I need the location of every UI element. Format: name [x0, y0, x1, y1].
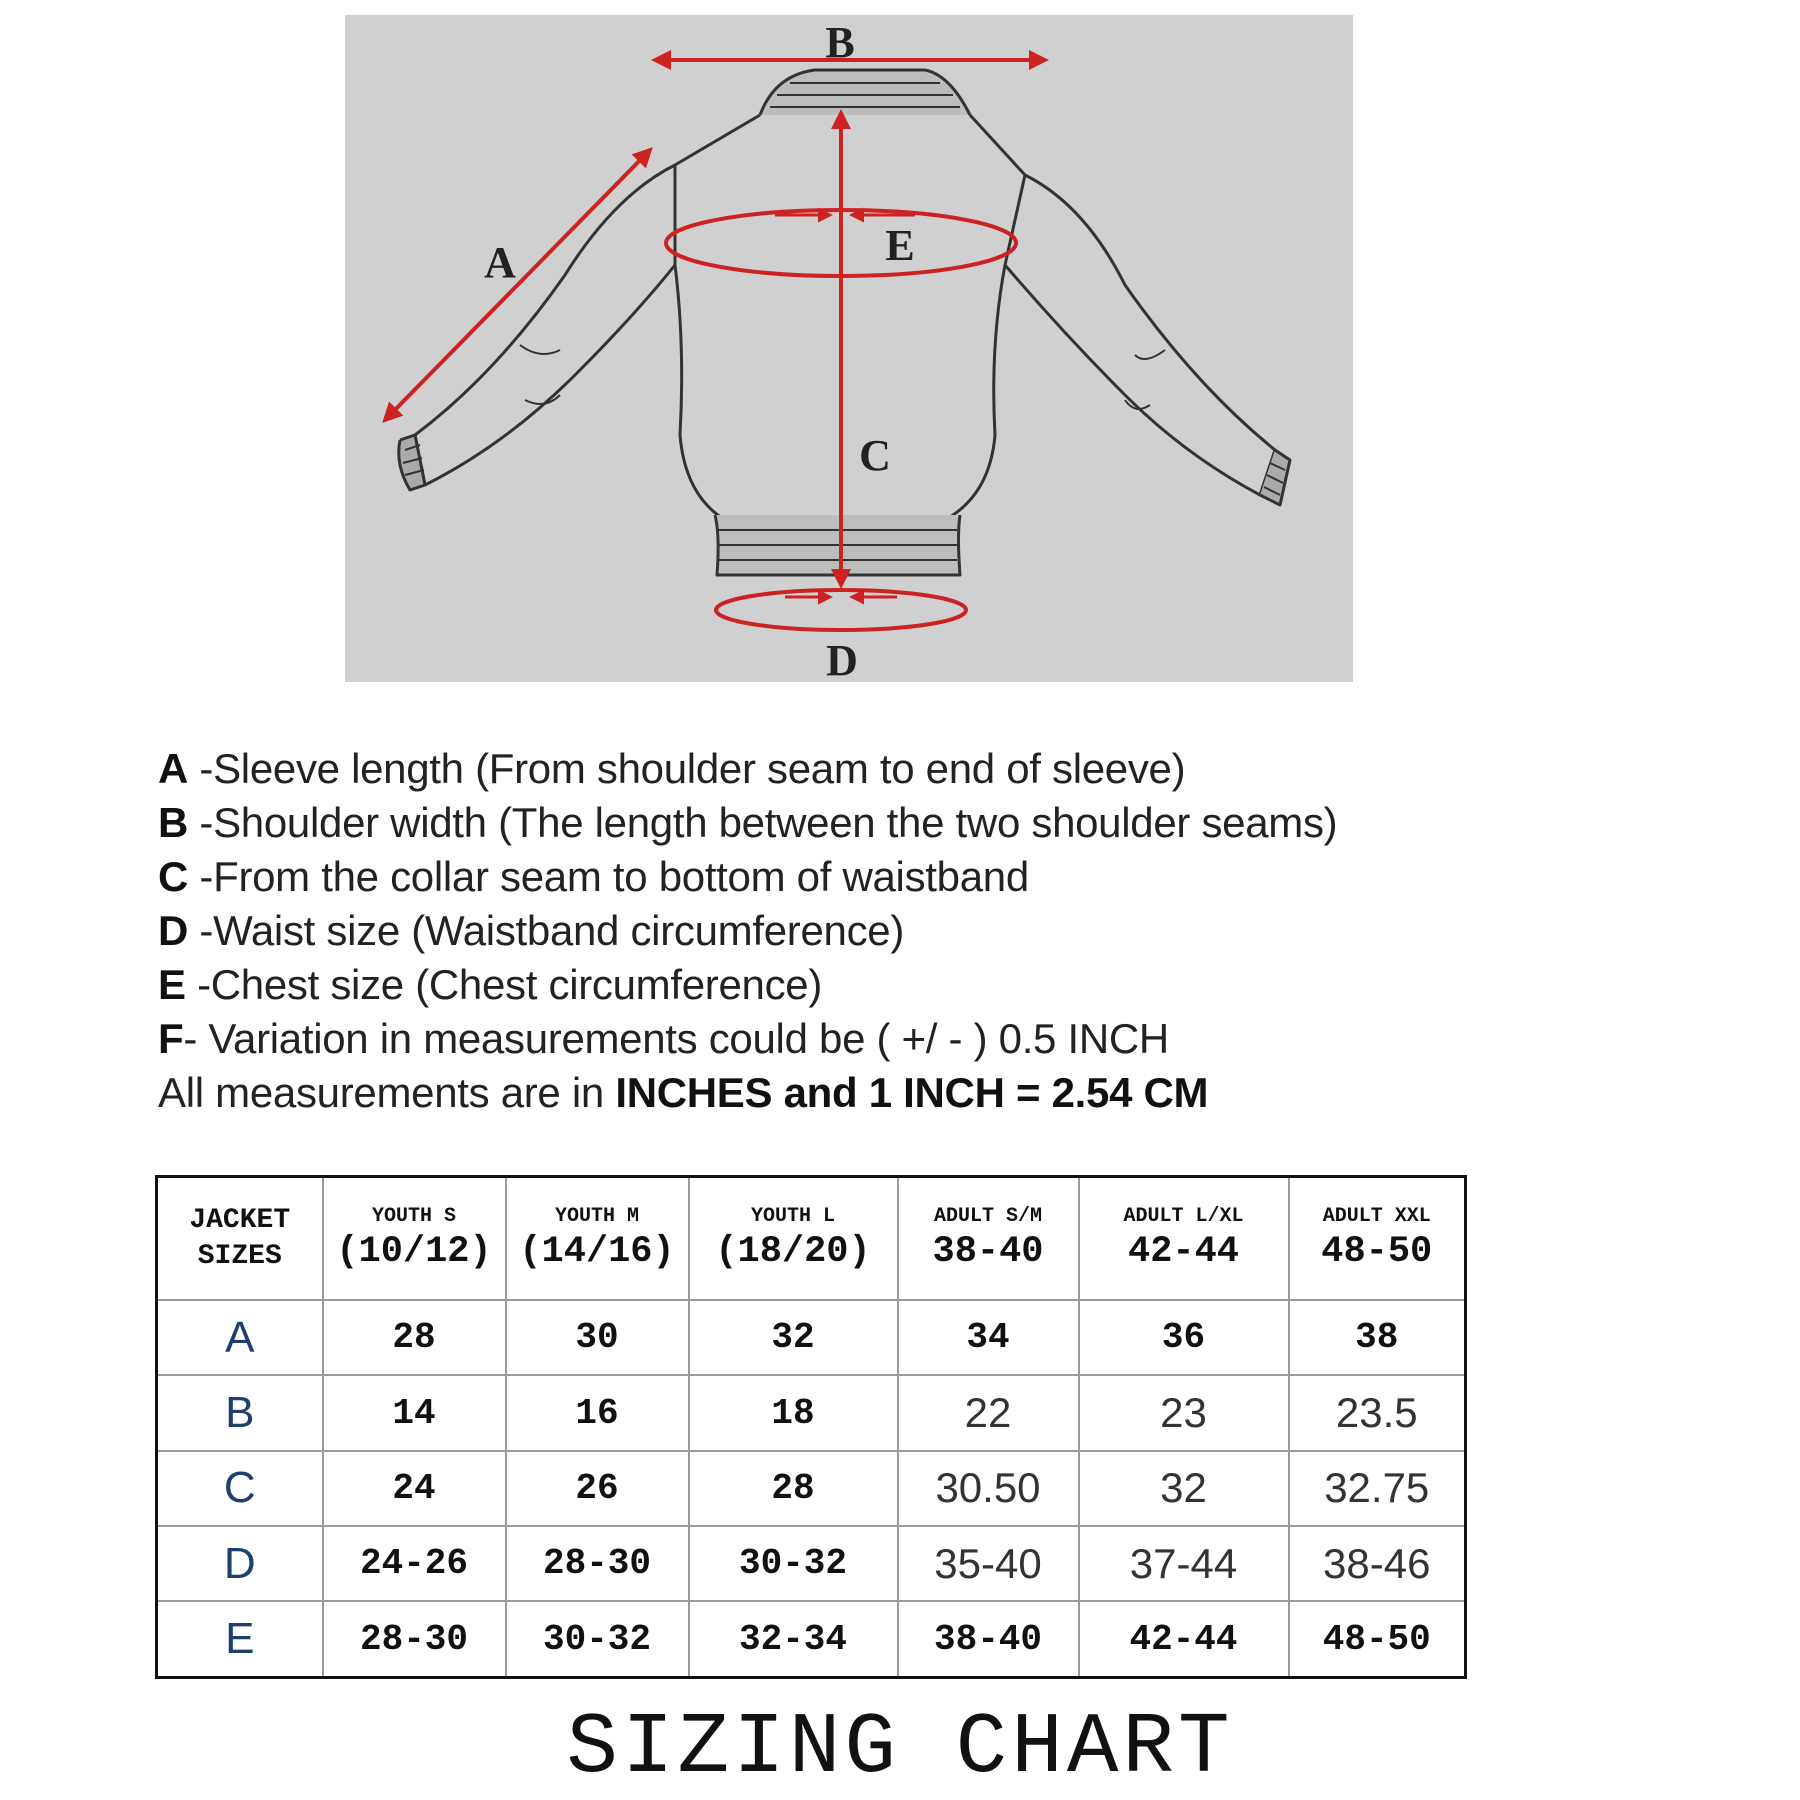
table-cell: 32.75 [1289, 1451, 1466, 1526]
legend-line-b [158, 796, 1558, 850]
jacket-measurement-diagram [345, 15, 1353, 682]
table-cell: 32-34 [689, 1601, 898, 1677]
legend-text: - Variation in measurements could be ( +/ - ) 0.5 INCH [183, 1015, 1169, 1062]
legend-text: -Shoulder width (The length between the two shoulder seams) [188, 799, 1338, 846]
measure-a-line [385, 150, 650, 420]
legend-key: B [158, 799, 189, 846]
table-cell: 30-32 [689, 1526, 898, 1601]
table-cell: 38-46 [1289, 1526, 1466, 1601]
column-name: ADULT L/XL [1123, 1204, 1244, 1228]
row-label: C [157, 1451, 323, 1526]
legend-key: C [158, 853, 189, 900]
table-cell: 35-40 [898, 1526, 1079, 1601]
label-e: E [885, 221, 915, 270]
table-cell: 14 [323, 1375, 506, 1450]
column-name: YOUTH S [371, 1204, 456, 1228]
table-row [157, 1375, 1466, 1450]
table-cell: 38-40 [898, 1601, 1079, 1677]
label-b: B [825, 18, 855, 67]
table-cell: 42-44 [1079, 1601, 1289, 1677]
units-bold: INCHES and 1 INCH = 2.54 CM [615, 1069, 1209, 1116]
legend-key: D [158, 907, 189, 954]
column-header [898, 1177, 1079, 1301]
table-cell: 38 [1289, 1300, 1466, 1375]
legend-line-e [158, 958, 1558, 1012]
column-header [1079, 1177, 1289, 1301]
table-cell: 28 [689, 1451, 898, 1526]
column-header [506, 1177, 689, 1301]
row-label: D [157, 1526, 323, 1601]
table-cell: 48-50 [1289, 1601, 1466, 1677]
table-cell: 30.50 [898, 1451, 1079, 1526]
column-name: YOUTH L [750, 1204, 835, 1228]
table-cell: 18 [689, 1375, 898, 1450]
table-cell: 23 [1079, 1375, 1289, 1450]
column-range: 48-50 [1321, 1230, 1433, 1273]
page-title: SIZING CHART [566, 1699, 1234, 1797]
column-name: YOUTH M [554, 1204, 639, 1228]
table-cell: 30-32 [506, 1601, 689, 1677]
legend-line-c [158, 850, 1558, 904]
row-label: B [157, 1375, 323, 1450]
table-cell: 16 [506, 1375, 689, 1450]
table-cell: 36 [1079, 1300, 1289, 1375]
column-range: (14/16) [519, 1230, 675, 1273]
sizing-table [155, 1175, 1467, 1679]
legend-line-a [158, 742, 1558, 796]
table-cell: 28 [323, 1300, 506, 1375]
corner-line-2: SIZES [197, 1240, 282, 1272]
legend-text: -Waist size (Waistband circumference) [188, 907, 905, 954]
legend-key: E [158, 961, 186, 1008]
corner-cell [157, 1177, 323, 1301]
table-cell: 24 [323, 1451, 506, 1526]
units-prefix: All measurements are in [158, 1069, 616, 1116]
table-cell: 30 [506, 1300, 689, 1375]
legend-line-f [158, 1012, 1558, 1066]
column-range: 38-40 [932, 1230, 1044, 1273]
label-a: A [484, 238, 516, 287]
table-cell: 23.5 [1289, 1375, 1466, 1450]
table-cell: 28-30 [323, 1601, 506, 1677]
table-row [157, 1451, 1466, 1526]
label-c: C [859, 431, 891, 480]
row-label: A [157, 1300, 323, 1375]
measurement-legend [158, 742, 1558, 1120]
column-range: (10/12) [336, 1230, 492, 1273]
table-cell: 24-26 [323, 1526, 506, 1601]
legend-text: -Chest size (Chest circumference) [185, 961, 823, 1008]
column-name: ADULT XXL [1322, 1204, 1431, 1228]
column-header [689, 1177, 898, 1301]
column-range: 42-44 [1127, 1230, 1240, 1273]
column-header [323, 1177, 506, 1301]
legend-units-line [158, 1066, 1558, 1120]
legend-key: A [158, 745, 189, 792]
legend-line-d [158, 904, 1558, 958]
table-row [157, 1601, 1466, 1677]
jacket-drawing [345, 15, 1353, 682]
column-range: (18/20) [715, 1230, 871, 1273]
column-header [1289, 1177, 1466, 1301]
table-cell: 37-44 [1079, 1526, 1289, 1601]
legend-key: F [158, 1015, 184, 1062]
table-row [157, 1300, 1466, 1375]
table-cell: 28-30 [506, 1526, 689, 1601]
jacket-outline [399, 70, 1290, 575]
legend-text: -From the collar seam to bottom of waistband [188, 853, 1029, 900]
table-cell: 22 [898, 1375, 1079, 1450]
label-d: D [826, 636, 858, 682]
measure-d-ellipse [716, 590, 966, 630]
table-row [157, 1526, 1466, 1601]
table-cell: 32 [1079, 1451, 1289, 1526]
table-header-row [157, 1177, 1466, 1301]
table-cell: 34 [898, 1300, 1079, 1375]
legend-text: -Sleeve length (From shoulder seam to end of sleeve) [188, 745, 1186, 792]
corner-line-1: JACKET [189, 1204, 291, 1236]
row-label: E [157, 1601, 323, 1677]
table-cell: 26 [506, 1451, 689, 1526]
table-cell: 32 [689, 1300, 898, 1375]
column-name: ADULT S/M [933, 1204, 1043, 1228]
